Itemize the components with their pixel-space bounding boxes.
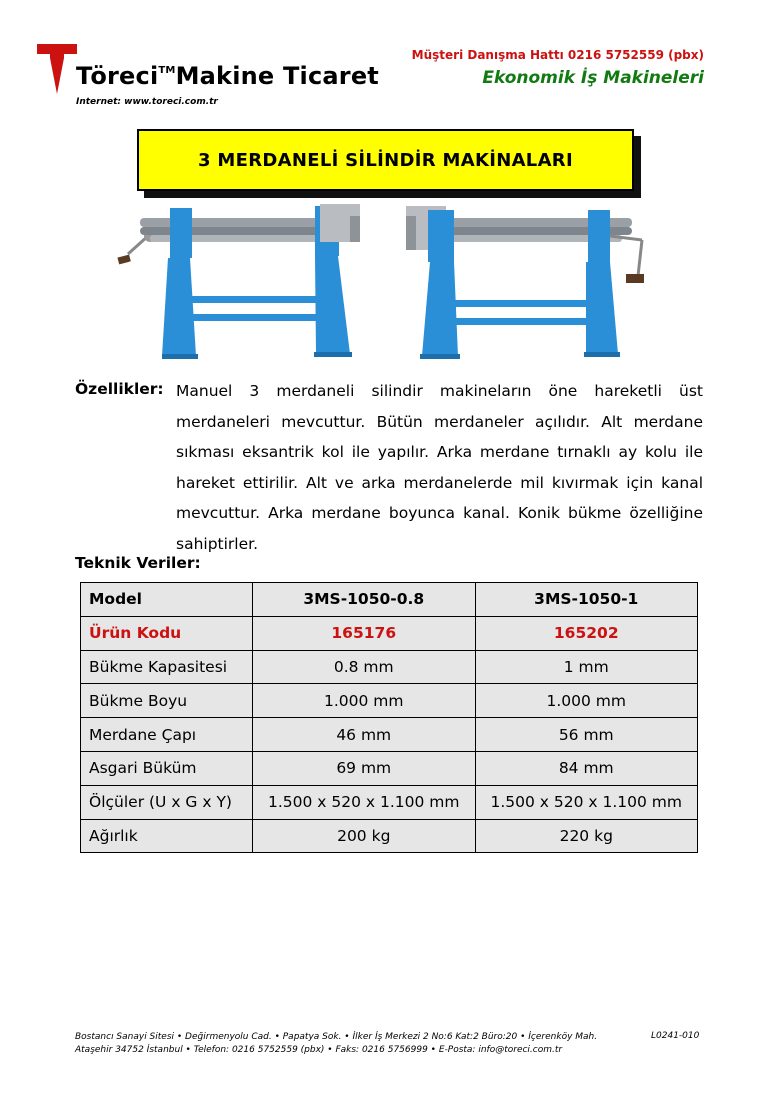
features-label: Özellikler: <box>75 380 164 398</box>
table-cell: 3MS-1050-1 <box>475 583 698 617</box>
table-cell: 165176 <box>253 616 476 650</box>
page-title: 3 MERDANELİ SİLİNDİR MAKİNALARI <box>137 129 634 191</box>
table-cell: Merdane Çapı <box>81 718 253 752</box>
website-address: Internet: www.toreci.com.tr <box>76 97 218 107</box>
table-cell: 1 mm <box>475 650 698 684</box>
table-cell: Asgari Büküm <box>81 751 253 785</box>
footer-address <box>75 1031 597 1057</box>
table-row <box>81 785 698 819</box>
table-cell: 69 mm <box>253 751 476 785</box>
footer-line-2: Ataşehir 34752 İstanbul • Telefon: 0216 5752559 (pbx) • Faks: 0216 5756999 • E-Posta: info@toreci.com.tr <box>75 1045 563 1055</box>
toreci-logo-icon <box>37 44 77 94</box>
table-cell: Ağırlık <box>81 819 253 853</box>
machine-photo-left <box>110 196 376 372</box>
features-text: Manuel 3 merdaneli silindir makineların öne hareketli üst merdaneleri mevcuttur. Bütün merdaneler açılıdır. Alt merdane sıkması eksantrik kol ile yapılır. Arka merdane tırnaklı ay kolu ile hareket ettirilir. Alt ve arka merdanelerde mil kıvırmak için kanal mevcuttur. Arka merdane boyunca kanal. Konik bükme özelliğine sahiptirler. <box>176 382 703 553</box>
document-number: L0241-010 <box>651 1031 700 1041</box>
table-cell: 1.500 x 520 x 1.100 mm <box>475 785 698 819</box>
table-row <box>81 718 698 752</box>
table-cell: Ürün Kodu <box>81 616 253 650</box>
technical-data-title: Teknik Veriler: <box>75 554 201 572</box>
table-cell: 220 kg <box>475 819 698 853</box>
company-name: Töreci™Makine Ticaret <box>76 62 379 90</box>
table-cell: 46 mm <box>253 718 476 752</box>
table-row <box>81 650 698 684</box>
table-cell: Model <box>81 583 253 617</box>
tagline: Ekonomik İş Makineleri <box>482 68 704 88</box>
customer-hotline: Müşteri Danışma Hattı 0216 5752559 (pbx) <box>411 48 704 62</box>
table-cell: 1.500 x 520 x 1.100 mm <box>253 785 476 819</box>
table-cell: 165202 <box>475 616 698 650</box>
technical-data-table <box>80 582 698 853</box>
table-cell: 56 mm <box>475 718 698 752</box>
table-cell: 1.000 mm <box>253 684 476 718</box>
table-cell: 1.000 mm <box>475 684 698 718</box>
table-row <box>81 819 698 853</box>
table-cell: 84 mm <box>475 751 698 785</box>
table-cell: Bükme Boyu <box>81 684 253 718</box>
table-cell: Ölçüler (U x G x Y) <box>81 785 253 819</box>
table-row-model <box>81 583 698 617</box>
table-cell: 3MS-1050-0.8 <box>253 583 476 617</box>
table-cell: 0.8 mm <box>253 650 476 684</box>
table-row <box>81 751 698 785</box>
table-cell: 200 kg <box>253 819 476 853</box>
table-cell: Bükme Kapasitesi <box>81 650 253 684</box>
table-row-product-code <box>81 616 698 650</box>
footer-line-1: Bostancı Sanayi Sitesi • Değirmenyolu Cad. • Papatya Sok. • İlker İş Merkezi 2 No:6 Kat:2 Büro:20 • İçerenköy Mah. <box>75 1032 598 1042</box>
machine-photo-right <box>392 196 664 372</box>
table-row <box>81 684 698 718</box>
